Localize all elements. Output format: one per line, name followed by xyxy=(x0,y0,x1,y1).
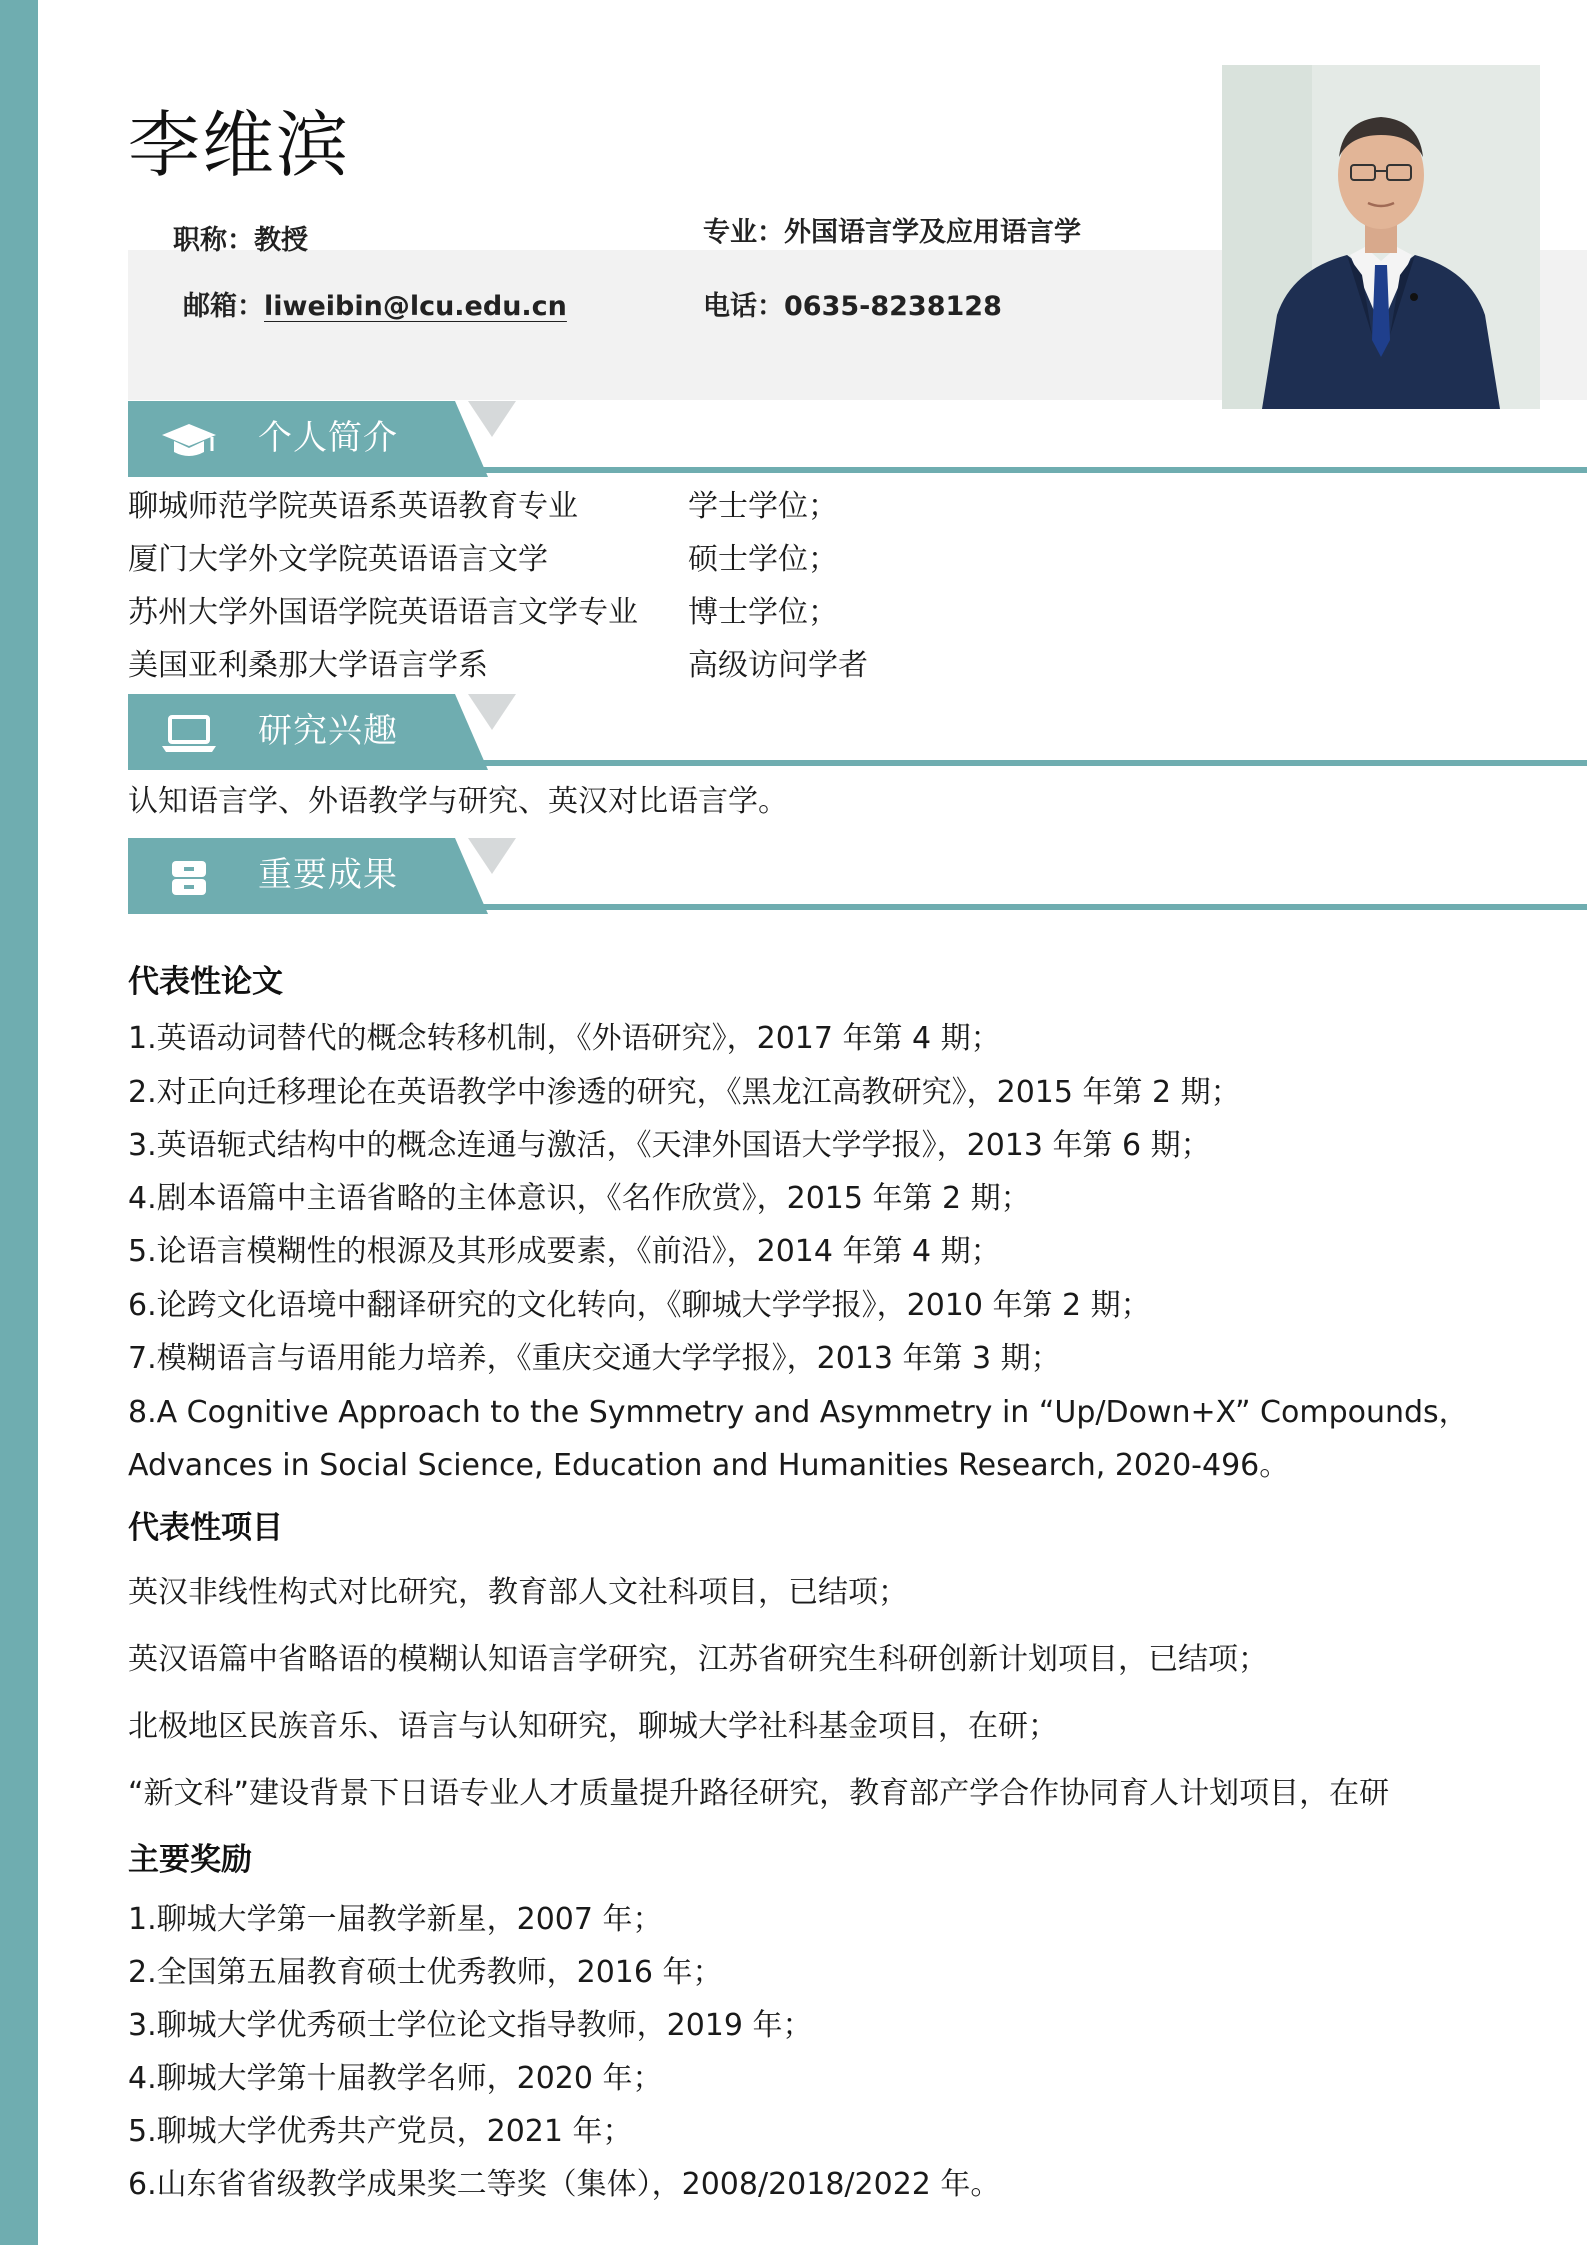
title-value: 教授 xyxy=(254,225,308,256)
paper-item-2: 2.对正向迁移理论在英语教学中渗透的研究，《黑龙江高教研究》，2015 年第 2 期； xyxy=(128,1075,1241,1110)
edu-degree-3: 博士学位； xyxy=(688,595,838,630)
project-item-3: 北极地区民族音乐、语言与认知研究，聊城大学社科基金项目，在研； xyxy=(128,1709,1058,1744)
award-item-2: 2.全国第五届教育硕士优秀教师，2016 年； xyxy=(128,1955,723,1990)
paper-item-3: 3.英语轭式结构中的概念连通与激活，《天津外国语大学学报》，2013 年第 6 期； xyxy=(128,1128,1211,1163)
award-item-5: 5.聊城大学优秀共产党员，2021 年； xyxy=(128,2114,633,2149)
paper-item-4: 4.剧本语篇中主语省略的主体意识，《名作欣赏》，2015 年第 2 期； xyxy=(128,1181,1031,1216)
section-notch xyxy=(468,694,516,730)
phone-label: 电话： xyxy=(703,291,784,322)
projects-heading: 代表性项目 xyxy=(128,1510,283,1546)
section-header-profile xyxy=(128,401,1587,477)
edu-degree-1: 学士学位； xyxy=(688,489,838,524)
section-title: 研究兴趣 xyxy=(258,711,398,751)
edu-school-1: 聊城师范学院英语系英语教育专业 xyxy=(128,489,578,524)
profile-photo xyxy=(1222,65,1540,409)
email-label: 邮箱： xyxy=(183,291,264,322)
section-header-achievements xyxy=(128,838,1587,914)
paper-item-6: 6.论跨文化语境中翻译研究的文化转向，《聊城大学学报》，2010 年第 2 期； xyxy=(128,1288,1151,1323)
edu-school-2: 厦门大学外文学院英语语言文学 xyxy=(128,542,548,577)
award-item-1: 1.聊城大学第一届教学新星，2007 年； xyxy=(128,1902,663,1937)
person-name: 李维滨 xyxy=(128,103,351,187)
edu-degree-4: 高级访问学者 xyxy=(688,648,868,683)
paper-item-1: 1.英语动词替代的概念转移机制，《外语研究》，2017 年第 4 期； xyxy=(128,1021,1001,1056)
award-item-6: 6.山东省省级教学成果奖二等奖（集体），2008/2018/2022 年。 xyxy=(128,2167,1001,2202)
interests-text: 认知语言学、外语教学与研究、英汉对比语言学。 xyxy=(128,784,788,819)
section-title: 个人简介 xyxy=(258,418,398,458)
paper-item-7: 7.模糊语言与语用能力培养，《重庆交通大学学报》，2013 年第 3 期； xyxy=(128,1341,1061,1376)
edu-school-3: 苏州大学外国语学院英语语言文学专业 xyxy=(128,595,638,630)
project-item-4: “新文科”建设背景下日语专业人才质量提升路径研究，教育部产学合作协同育人计划项目，在研 xyxy=(128,1776,1390,1811)
laptop-icon xyxy=(158,714,220,754)
archive-box-icon xyxy=(158,858,220,898)
phone-info xyxy=(703,284,1002,323)
paper-item-5: 5.论语言模糊性的根源及其形成要素，《前沿》，2014 年第 4 期； xyxy=(128,1234,1001,1269)
awards-heading: 主要奖励 xyxy=(128,1842,252,1878)
left-accent-bar xyxy=(0,0,38,2245)
project-item-2: 英汉语篇中省略语的模糊认知语言学研究，江苏省研究生科研创新计划项目，已结项； xyxy=(128,1642,1268,1677)
project-item-1: 英汉非线性构式对比研究，教育部人文社科项目，已结项； xyxy=(128,1575,908,1610)
portrait-illustration xyxy=(1222,65,1540,409)
papers-heading: 代表性论文 xyxy=(128,964,283,1000)
email-link[interactable]: liweibin@lcu.edu.cn xyxy=(264,291,567,322)
graduation-cap-icon xyxy=(158,421,220,461)
phone-value: 0635-8238128 xyxy=(784,291,1002,322)
section-notch xyxy=(468,401,516,437)
award-item-3: 3.聊城大学优秀硕士学位论文指导教师，2019 年； xyxy=(128,2008,813,2043)
section-header-interests xyxy=(128,694,1587,770)
award-item-4: 4.聊城大学第十届教学名师，2020 年； xyxy=(128,2061,663,2096)
section-notch xyxy=(468,838,516,874)
major-label: 专业： xyxy=(703,217,784,248)
email-info xyxy=(183,284,567,323)
major-value: 外国语言学及应用语言学 xyxy=(784,217,1081,248)
major-info xyxy=(703,210,1081,249)
edu-school-4: 美国亚利桑那大学语言学系 xyxy=(128,648,488,683)
edu-degree-2: 硕士学位； xyxy=(688,542,838,577)
title-label: 职称： xyxy=(173,225,254,256)
title-info xyxy=(173,218,308,257)
paper-item-8: 8.A Cognitive Approach to the Symmetry and Asymmetry in “Up/Down+X” Compounds， xyxy=(128,1395,1469,1430)
paper-item-8-cont: Advances in Social Science, Education and Humanities Research, 2020-496。 xyxy=(128,1448,1290,1483)
section-title: 重要成果 xyxy=(258,855,398,895)
